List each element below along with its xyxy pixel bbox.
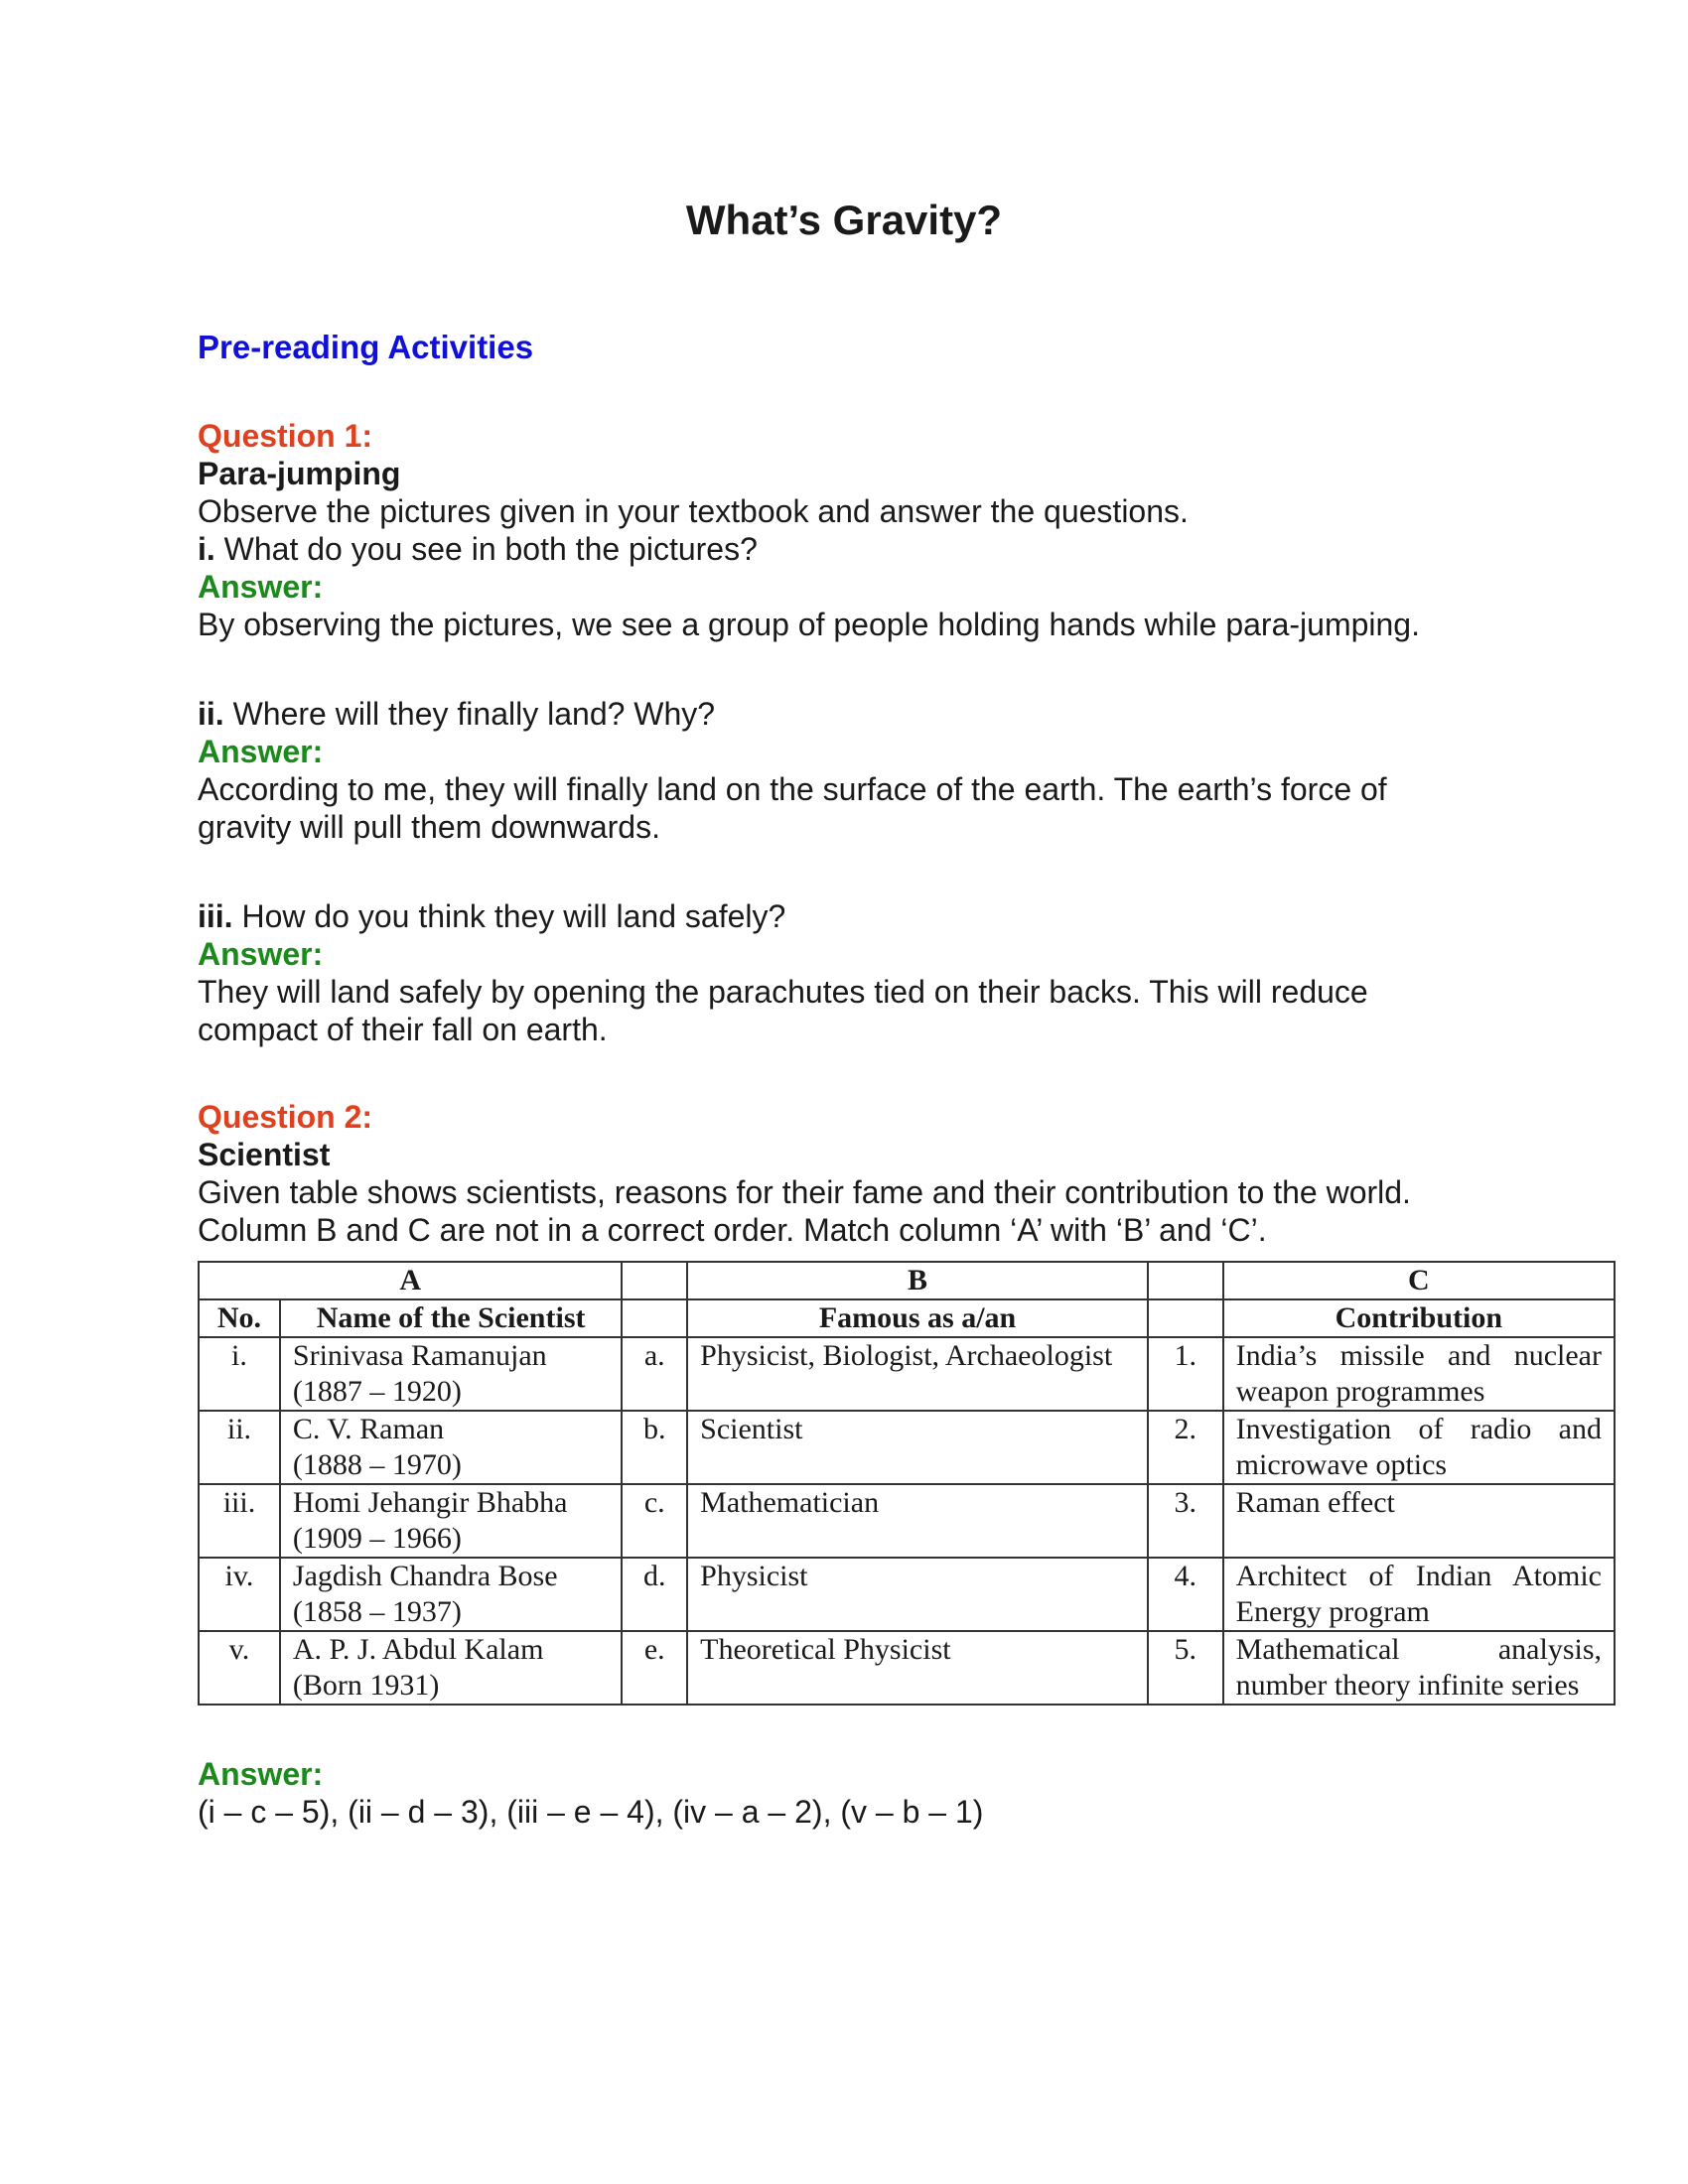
q1-part-3-text: How do you think they will land safely? <box>241 898 786 934</box>
q1-part-2-question <box>198 695 1627 733</box>
header-famous: Famous as a/an <box>687 1299 1148 1337</box>
q1-part-2-answer-line-2: gravity will pull them downwards. <box>198 809 660 845</box>
row-contribution: Architect of Indian Atomic Energy program <box>1223 1558 1615 1631</box>
column-b-header: B <box>687 1262 1148 1299</box>
row-contribution: India’s missile and nuclear weapon programmes <box>1223 1337 1615 1411</box>
row-name <box>280 1337 622 1411</box>
q1-part-3-question <box>198 897 1627 935</box>
row-letter: c. <box>622 1484 687 1558</box>
content <box>198 328 1627 1831</box>
row-letter: b. <box>622 1411 687 1484</box>
header-no: No. <box>199 1299 280 1337</box>
column-c-header: C <box>1223 1262 1615 1299</box>
row-letter: a. <box>622 1337 687 1411</box>
match-table <box>198 1261 1616 1706</box>
section-heading: Pre-reading Activities <box>198 329 534 365</box>
table-row <box>199 1411 1615 1484</box>
page-title: What’s Gravity? <box>685 197 1003 243</box>
row-number: 3. <box>1148 1484 1223 1558</box>
q1-part-2-number: ii. <box>198 696 224 732</box>
row-no: i. <box>199 1337 280 1411</box>
scientist-name: Srinivasa Ramanujan <box>292 1339 547 1372</box>
q1-part-3-answer-label: Answer: <box>198 936 324 972</box>
row-famous: Physicist, Biologist, Archaeologist <box>687 1337 1148 1411</box>
row-name <box>280 1484 622 1558</box>
scientist-years: (1909 – 1966) <box>292 1522 462 1555</box>
row-no: iii. <box>199 1484 280 1558</box>
table-row <box>199 1631 1615 1705</box>
row-famous: Theoretical Physicist <box>687 1631 1148 1705</box>
row-famous: Scientist <box>687 1411 1148 1484</box>
question-2-intro-line-2: Column B and C are not in a correct order. Match column ‘A’ with ‘B’ and ‘C’. <box>198 1212 1267 1248</box>
question-1-intro: Observe the pictures given in your textbook and answer the questions. <box>198 493 1189 529</box>
scientist-years: (Born 1931) <box>292 1669 440 1702</box>
q1-part-2-answer-label: Answer: <box>198 734 324 769</box>
table-header-row <box>199 1299 1615 1337</box>
scientist-name: A. P. J. Abdul Kalam <box>292 1633 544 1666</box>
question-2-intro-line-1: Given table shows scientists, reasons for their fame and their contribution to the world. <box>198 1174 1411 1210</box>
table-group-header-row <box>199 1262 1615 1299</box>
row-no: v. <box>199 1631 280 1705</box>
row-number: 2. <box>1148 1411 1223 1484</box>
q1-part-3-number: iii. <box>198 898 233 934</box>
q1-part-1-text: What do you see in both the pictures? <box>223 531 758 567</box>
column-a-header: A <box>199 1262 622 1299</box>
scientist-name: Jagdish Chandra Bose <box>292 1560 558 1592</box>
header-name: Name of the Scientist <box>280 1299 622 1337</box>
row-number: 5. <box>1148 1631 1223 1705</box>
scientist-years: (1887 – 1920) <box>292 1375 462 1408</box>
row-famous: Physicist <box>687 1558 1148 1631</box>
q1-part-1-number: i. <box>198 531 215 567</box>
table-row <box>199 1484 1615 1558</box>
row-contribution: Mathematical analysis, number theory infinite series <box>1223 1631 1615 1705</box>
question-2-heading: Question 2: <box>198 1099 373 1135</box>
question-2-subheading: Scientist <box>198 1137 331 1172</box>
row-number: 4. <box>1148 1558 1223 1631</box>
table-row <box>199 1337 1615 1411</box>
q1-part-1-answer: By observing the pictures, we see a group of people holding hands while para-jumping. <box>198 607 1420 642</box>
scientist-name: Homi Jehangir Bhabha <box>292 1486 568 1519</box>
row-contribution: Raman effect <box>1223 1484 1615 1558</box>
q1-part-3-answer-line-2: compact of their fall on earth. <box>198 1012 608 1047</box>
row-name <box>280 1631 622 1705</box>
question-1-heading: Question 1: <box>198 418 373 454</box>
row-no: iv. <box>199 1558 280 1631</box>
row-name <box>280 1558 622 1631</box>
row-no: ii. <box>199 1411 280 1484</box>
question-2-answer: (i – c – 5), (ii – d – 3), (iii – e – 4), (iv – a – 2), (v – b – 1) <box>198 1794 984 1830</box>
scientist-years: (1858 – 1937) <box>292 1595 462 1628</box>
row-letter: d. <box>622 1558 687 1631</box>
row-contribution: Investigation of radio and microwave optics <box>1223 1411 1615 1484</box>
row-number: 1. <box>1148 1337 1223 1411</box>
question-2-answer-label: Answer: <box>198 1756 324 1792</box>
row-letter: e. <box>622 1631 687 1705</box>
q1-part-1-question <box>198 530 1627 568</box>
q1-part-1-answer-label: Answer: <box>198 569 324 605</box>
q1-part-2-text: Where will they finally land? Why? <box>232 696 716 732</box>
row-name <box>280 1411 622 1484</box>
scientist-years: (1888 – 1970) <box>292 1448 462 1481</box>
header-contribution: Contribution <box>1223 1299 1615 1337</box>
q1-part-2-answer-line-1: According to me, they will finally land on the surface of the earth. The earth’s force of <box>198 771 1387 807</box>
row-famous: Mathematician <box>687 1484 1148 1558</box>
table-row <box>199 1558 1615 1631</box>
scientist-name: C. V. Raman <box>292 1413 445 1445</box>
question-1-subheading: Para-jumping <box>198 456 401 491</box>
q1-part-3-answer-line-1: They will land safely by opening the parachutes tied on their backs. This will reduce <box>198 974 1368 1010</box>
